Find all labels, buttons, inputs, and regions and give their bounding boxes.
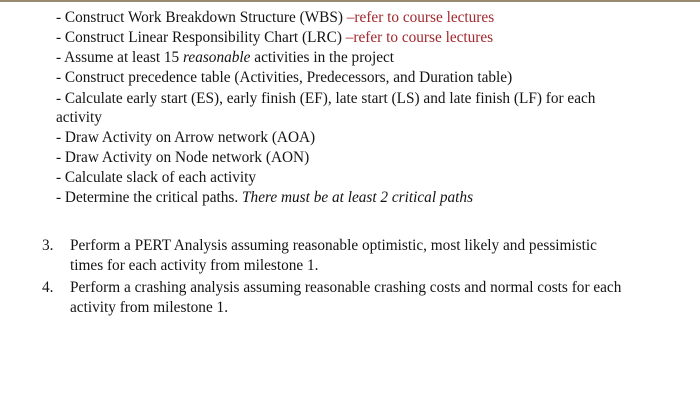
bullet-text: - Construct Work Breakdown Structure (WBS): [56, 9, 347, 26]
item-pert-line2: times for each activity from milestone 1.: [70, 257, 319, 274]
bullet-es-ef-cont: activity: [56, 109, 102, 126]
item-number: 4.: [42, 279, 54, 296]
bullet-text: activities in the project: [250, 49, 395, 66]
item-pert-line1: Perform a PERT Analysis assuming reasonable optimistic, most likely and pessimistic: [70, 237, 597, 254]
bullet-critical: [56, 188, 473, 208]
bullet-note: –refer to course lectures: [345, 29, 494, 46]
item-crashing-line2: activity from milestone 1.: [70, 299, 229, 316]
bullet-aoa: - Draw Activity on Arrow network (AOA): [56, 129, 316, 146]
bullet-text: - Construct Linear Responsibility Chart (LRC): [56, 29, 346, 46]
item-crashing-line1: Perform a crashing analysis assuming reasonable crashing costs and normal costs for each: [70, 279, 622, 296]
bullet-emphasis: There must be at least 2 critical paths: [242, 189, 474, 206]
bullet-text: - Determine the critical paths.: [56, 189, 243, 206]
top-border: [0, 0, 700, 2]
bullet-slack: - Calculate slack of each activity: [56, 169, 257, 186]
bullet-es-ef: - Calculate early start (ES), early finish (EF), late start (LS) and late finish (LF) for each: [56, 90, 596, 107]
bullet-note: –refer to course lectures: [346, 9, 495, 26]
bullet-text: - Assume at least 15: [56, 49, 184, 66]
bullet-aon: - Draw Activity on Node network (AON): [56, 149, 310, 166]
bullet-emphasis: reasonable: [183, 49, 251, 66]
bullet-activities: [56, 48, 394, 68]
item-number: 3.: [42, 237, 54, 254]
bullet-precedence: - Construct precedence table (Activities, Predecessors, and Duration table): [56, 69, 513, 86]
bullet-wbs: [56, 8, 494, 28]
bullet-lrc: [56, 28, 493, 48]
